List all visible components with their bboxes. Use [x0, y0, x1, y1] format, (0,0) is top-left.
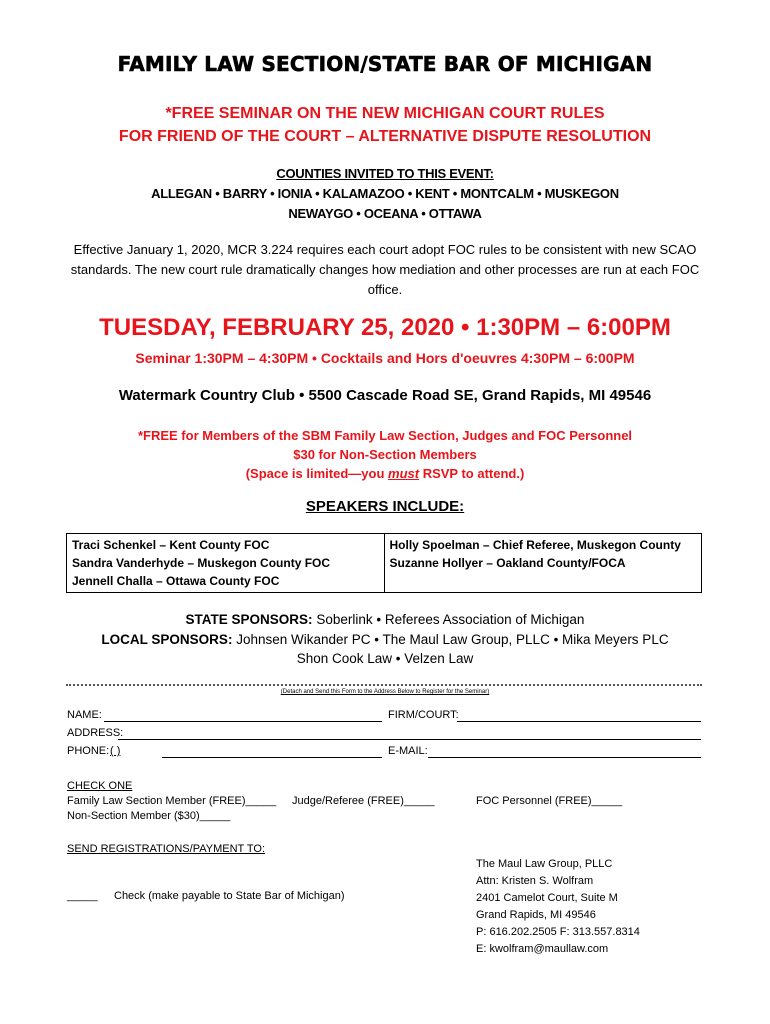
fees-block — [0, 426, 770, 483]
intro-paragraph: Effective January 1, 2020, MCR 3.224 requires each court adopt FOC rules to be consistent with new SCAO standards. The new court rule dramatically changes how mediation and other processes are run at each FOC office. — [70, 242, 700, 297]
phone-label: PHONE: — [67, 745, 110, 757]
event-venue: Watermark Country Club • 5500 Cascade Road SE, Grand Rapids, MI 49546 — [118, 387, 652, 404]
address-line: P: 616.202.2505 F: 313.557.8314 — [476, 926, 640, 938]
check-one-label: CHECK ONE — [67, 780, 133, 792]
speaker-entry: Suzanne Hollyer – Oakland County/FOCA — [389, 556, 626, 570]
event-date: TUESDAY, FEBRUARY 25, 2020 • 1:30PM – 6:00PM — [99, 314, 671, 341]
fee-non-members: $30 for Non-Section Members — [293, 447, 477, 462]
counties-heading: COUNTIES INVITED TO THIS EVENT: — [276, 166, 494, 181]
address-field[interactable] — [118, 739, 701, 740]
local-sponsors: LOCAL SPONSORS: Johnsen Wikander PC • The Maul Law Group, PLLC • Mika Meyers PLC — [101, 631, 669, 647]
address-line: Grand Rapids, MI 49546 — [476, 909, 596, 921]
state-sponsors: STATE SPONSORS: Soberlink • Referees Association of Michigan — [185, 612, 585, 627]
seminar-subtitle: *FREE SEMINAR ON THE NEW MICHIGAN COURT RULES — [165, 105, 605, 122]
phone-area-code: ( ) — [110, 745, 121, 757]
check-payment-label: Check (make payable to State Bar of Michigan) — [114, 890, 345, 902]
check-payment-blank[interactable]: _____ — [67, 890, 98, 902]
speaker-entry: Traci Schenkel – Kent County FOC — [72, 538, 270, 552]
email-label: E-MAIL: — [388, 745, 428, 757]
address-line: E: kwolfram@maullaw.com — [476, 943, 609, 955]
speakers-right-column — [384, 534, 702, 593]
event-schedule: Seminar 1:30PM – 4:30PM • Cocktails and Hors d'oeuvres 4:30PM – 6:00PM — [135, 350, 635, 366]
option-family-law-member[interactable]: Family Law Section Member (FREE)_____ — [67, 795, 277, 807]
fee-members: *FREE for Members of the SBM Family Law Section, Judges and FOC Personnel — [137, 428, 633, 443]
detach-note: (Detach and Send this Form to the Address Below to Register for the Seminar) — [280, 689, 490, 695]
sponsors-block — [0, 610, 770, 669]
name-field[interactable] — [104, 721, 382, 722]
counties-line-2: NEWAYGO • OCEANA • OTTAWA — [288, 206, 482, 221]
firm-field[interactable] — [457, 721, 701, 722]
option-judge-referee[interactable]: Judge/Referee (FREE)_____ — [292, 795, 435, 807]
address-line: 2401 Camelot Court, Suite M — [476, 892, 618, 904]
phone-field[interactable] — [162, 757, 382, 758]
page-title: FAMILY LAW SECTION/STATE BAR OF MICHIGAN — [117, 52, 653, 76]
speakers-table — [66, 533, 702, 593]
speaker-entry: Sandra Vanderhyde – Muskegon County FOC — [72, 556, 331, 570]
option-foc-personnel[interactable]: FOC Personnel (FREE)_____ — [476, 795, 623, 807]
speakers-heading: SPEAKERS INCLUDE: — [305, 498, 465, 515]
seminar-topic: FOR FRIEND OF THE COURT – ALTERNATIVE DISPUTE RESOLUTION — [118, 128, 652, 145]
mailing-address — [476, 856, 640, 958]
rsvp-note: (Space is limited—you must RSVP to attend.) — [245, 466, 525, 481]
speaker-entry: Jennell Challa – Ottawa County FOC — [72, 574, 280, 588]
speakers-left-column — [67, 534, 385, 593]
address-line: The Maul Law Group, PLLC — [476, 858, 613, 870]
counties-line-1: ALLEGAN • BARRY • IONIA • KALAMAZOO • KENT • MONTCALM • MUSKEGON — [151, 186, 619, 201]
address-label: ADDRESS: — [67, 727, 124, 739]
address-line: Attn: Kristen S. Wolfram — [476, 875, 594, 887]
send-registrations-label: SEND REGISTRATIONS/PAYMENT TO: — [67, 843, 266, 855]
firm-label: FIRM/COURT: — [388, 709, 459, 721]
option-non-section-member[interactable]: Non-Section Member ($30)_____ — [67, 810, 231, 822]
speaker-entry: Holly Spoelman – Chief Referee, Muskegon County — [389, 538, 681, 552]
detach-divider — [66, 684, 702, 686]
local-sponsors-cont: Shon Cook Law • Velzen Law — [296, 651, 474, 666]
email-field[interactable] — [428, 757, 701, 758]
name-label: NAME: — [67, 709, 102, 721]
